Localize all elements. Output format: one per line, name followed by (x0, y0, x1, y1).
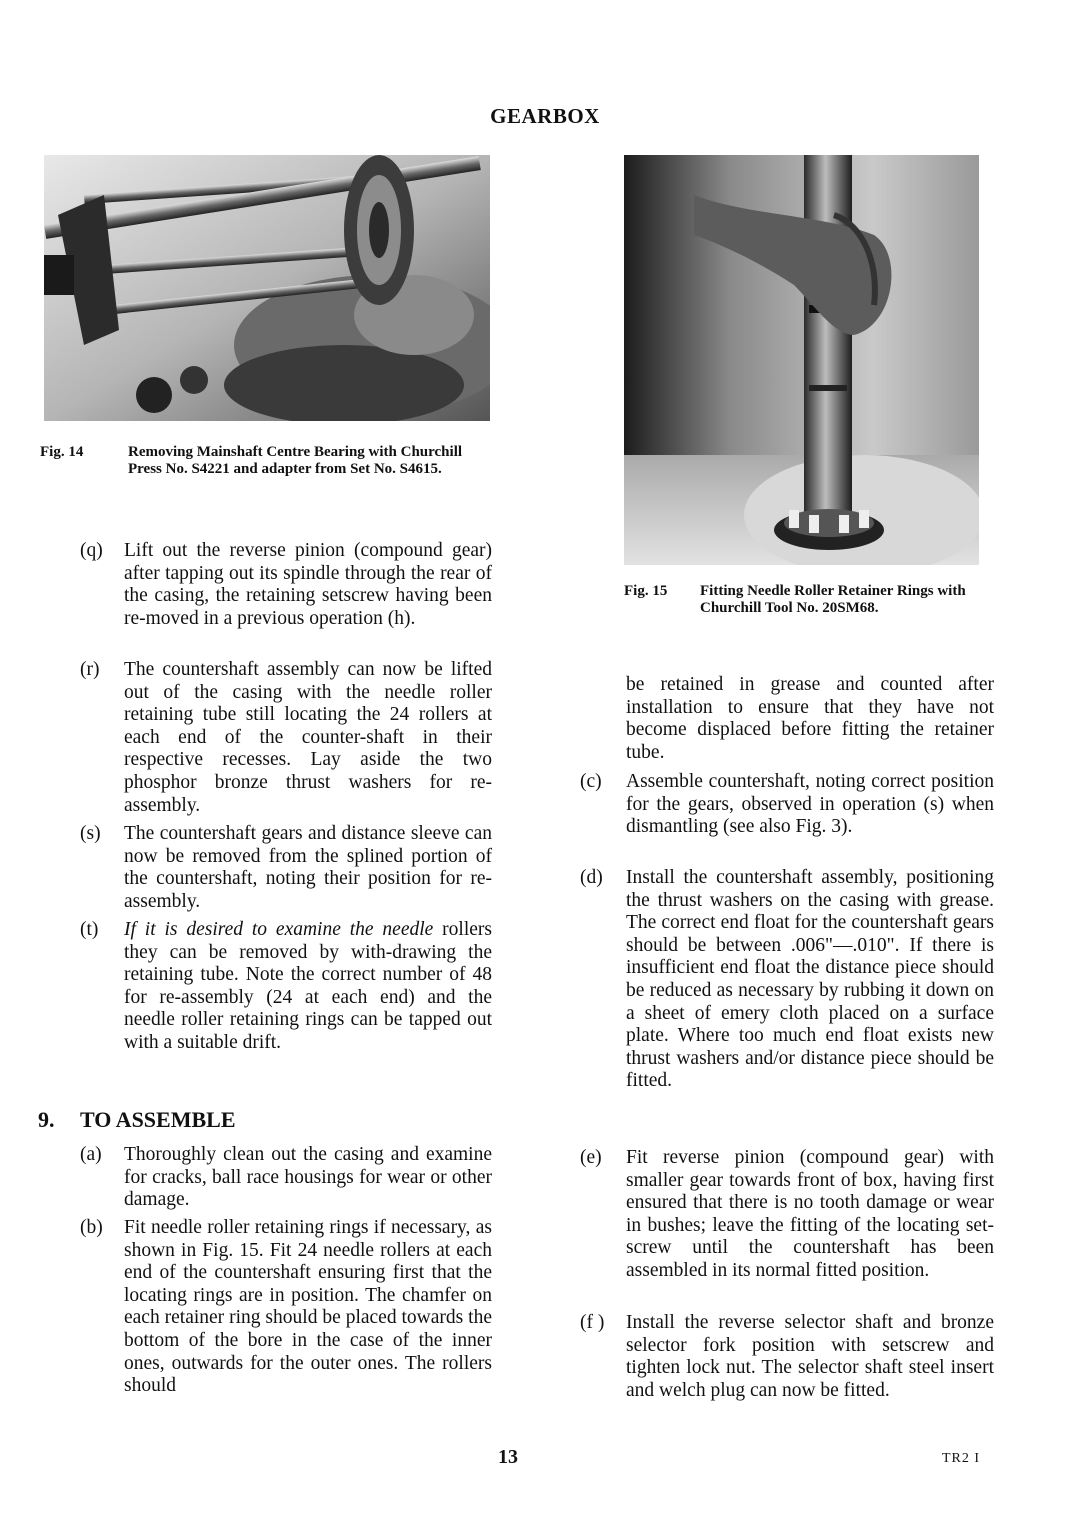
step-f-marker: (f ) (580, 1312, 605, 1333)
step-d-marker: (d) (580, 867, 603, 888)
step-a (80, 1144, 500, 1214)
step-t-marker: (t) (80, 919, 99, 940)
page-title: GEARBOX (490, 104, 600, 128)
step-a-marker: (a) (80, 1144, 102, 1165)
step-b-marker: (b) (80, 1217, 103, 1238)
step-s-marker: (s) (80, 823, 101, 844)
step-r (80, 659, 500, 819)
step-t-italic-text: If it is desired to examine the needle (124, 919, 434, 940)
step-d-text: Install the countershaft assembly, positioning the thrust washers on the casing with grease. The correct end float for the countershaft gears should be between .006"—.010". If there is insufficient end float the distance piece should be reduced as necessary by rubbing it down on a sheet of emery cloth placed on a surface plate. Where too much end float exists new thrust washers and/or distance piece should be fitted. (626, 867, 994, 1092)
continuation-body: be retained in grease and counted after installation to ensure that they have not become displaced before fitting the retainer tube. (626, 674, 994, 763)
step-f-text: Install the reverse selector shaft and bronze selector fork position with setscrew and tighten lock nut. The selector shaft steel insert and welch plug can now be fitted. (626, 1312, 994, 1401)
fig15-caption-text: Fitting Needle Roller Retainer Rings with Churchill Tool No. 20SM68. (700, 583, 966, 616)
step-c (580, 771, 1000, 863)
step-e-marker: (e) (580, 1147, 602, 1168)
fig15-photo (624, 155, 979, 565)
step-b-text: Fit needle roller retaining rings if necessary, as shown in Fig. 15. Fit 24 needle rollers at each end of the countershaft ensuring first that the locating rings are in position. The chamfer on each retainer ring should be placed towards the bottom of the bore in the case of the inner ones, outwards for the outer ones. The rollers should (124, 1217, 492, 1397)
step-t (80, 919, 500, 1079)
step-q-text: Lift out the reverse pinion (compound gear) after tapping out its spindle through the rear of the casing, the retaining setscrew having been re-moved in a previous operation (h). (124, 540, 492, 629)
step-f (580, 1312, 1000, 1427)
step-e (580, 1147, 1000, 1307)
step-b (80, 1217, 500, 1427)
step-s (80, 823, 500, 915)
fig15-caption (624, 583, 984, 639)
step-c-text: Assemble countershaft, noting correct position for the gears, observed in operation (s) when dismantling (see also Fig. 3). (626, 771, 994, 838)
step-s-text: The countershaft gears and distance sleeve can now be removed from the splined portion of the countershaft, noting their position for re-assembly. (124, 823, 492, 912)
step-t-text: rollers they can be removed by with-drawing the retaining tube. Note the correct number of 48 for re-assembly (24 at each end) and the needle roller retaining rings can be tapped out with a suitable drift. (124, 919, 492, 1053)
step-a-text: Thoroughly clean out the casing and examine for cracks, ball race housings for wear or other damage. (124, 1144, 492, 1211)
step-e-text: Fit reverse pinion (compound gear) with smaller gear towards front of box, having first ensured that there is no tooth damage or wear in bushes; leave the fitting of the locating set-screw until the countershaft has been assembled in its normal fitted position. (626, 1147, 994, 1281)
step-c-marker: (c) (580, 771, 602, 792)
step-r-marker: (r) (80, 659, 100, 680)
step-q-marker: (q) (80, 540, 103, 561)
section-heading: TO ASSEMBLE (80, 1107, 236, 1132)
section-number: 9. (38, 1107, 55, 1132)
page-number: 13 (498, 1446, 518, 1468)
fig15-label: Fig. 15 (624, 583, 668, 599)
step-q (80, 540, 500, 655)
step-r-text: The countershaft assembly can now be lifted out of the casing with the needle roller retaining tube still locating the 24 rollers at each end of the counter-shaft in their respective recesses. Lay aside the two phosphor bronze thrust washers for re-assembly. (124, 659, 492, 816)
continuation-text (580, 674, 1000, 766)
fig14-photo (44, 155, 490, 421)
fig14-caption (40, 444, 495, 500)
fig14-caption-text: Removing Mainshaft Centre Bearing with Churchill Press No. S4221 and adapter from Set No. S4615. (128, 444, 463, 477)
fig14-label: Fig. 14 (40, 444, 84, 460)
step-d (580, 867, 1000, 1143)
document-code: TR2 I (942, 1451, 981, 1466)
step-t-body (124, 919, 492, 1055)
